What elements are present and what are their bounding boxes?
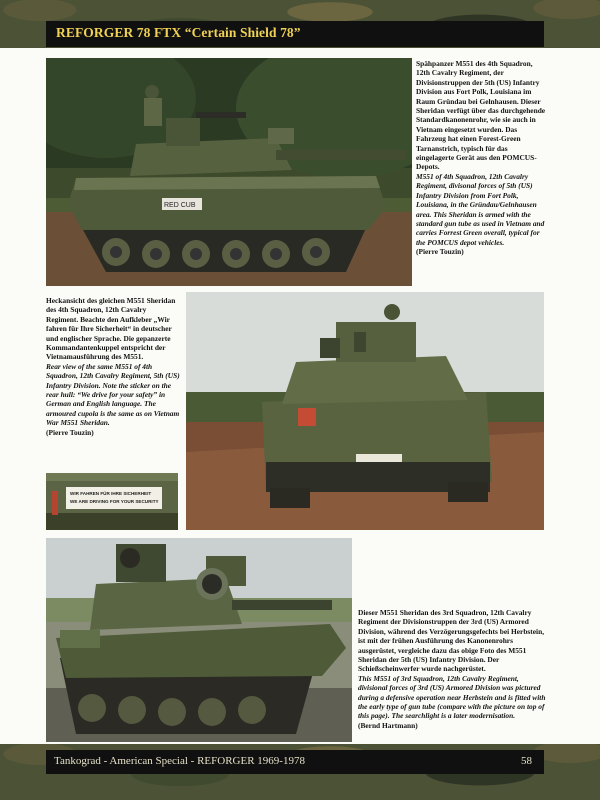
sticker-text-english: WE ARE DRIVING FOR YOUR SECURITY [70,499,159,504]
caption-english: This M551 of 3rd Squadron, 12th Cavalry Regiment, divisional forces of 3rd (US) Armored Division was pictured during a defensive operation near Herbstein and is fitted with the early type of gun tube (compare with the picture on top of this page). The searchlight is a later modernisation. [358,673,546,721]
caption-photo-4 [358,608,546,730]
photo-credit: (Pierre Touzin) [46,427,94,437]
title-bar [46,21,544,47]
photo-sticker-closeup [46,473,178,530]
caption-german: Spähpanzer M551 des 4th Squadron, 12th Cavalry Regiment, der Divisionstruppen der 5th (US) Infantry Division aus Fort Polk, Louisiana im Raum Gründau bei Gelnhausen. Dieser Sheridan verfügt über das durchgehende Standardkanonenrohr, wie sie auch in Vietnam eingesetzt wurden. Das Fahrzeug hat einen Forest-Green Tarnanstrich, typisch für das eingelagerte Gerät aus den POMCUS-Depots. [416,59,546,172]
caption-german: Heckansicht des gleichen M551 Sheridan des 4th Squadron, 12th Cavalry Regiment. Beachte den Aufkleber „Wir fahren für Ihre Sicherheit“ in deutscher und englischer Sprache. Die gepanzerte Kommandantenkuppel entspricht der Vietnamausführung des M551. [46,296,176,362]
page-number: 58 [521,755,532,767]
caption-english: M551 of 4th Squadron, 12th Cavalry Regiment, divisonal forces of 5th (US) Infantry Division from Fort Polk, Louisiana, in the Gründau/Gelnhausen area. This Sheridan is armed with the standard gun tube as used in Vietnam and carries Forrest Green overall, typical for the POMCUS depot vehicles. [416,171,545,247]
photo-credit: (Bernd Hartmann) [358,720,418,730]
series-title: Tankograd - American Special - REFORGER 1969-1978 [54,755,305,767]
caption-photo-2 [46,296,180,437]
caption-english: Rear view of the same M551 of 4th Squadron, 12th Cavalry Regiment, 5th (US) Infantry Division. Note the sticker on the rear hull: “We drive for your safety” in German and English language. The armoured cupola is the same as on Vietnam War M551 Sheridan. [46,361,180,428]
photo-m551-searchlight [46,538,352,742]
caption-german: Dieser M551 Sheridan des 3rd Squadron, 12th Cavalry Regiment der Divisionstruppen der 3rd (US) Armored Division, während des Verzögerungsgefechts bei Herbstein, ist mit der frühen Ausführung des Kanonenrohrs ausgerüstet, vergleiche dazu das obige Foto des M551 Sheridan der 5th (US) Infantry Division. Der Schießscheinwerfer wurde nachgerüstet. [358,608,545,674]
sticker-text-german: WIR FAHREN FÜR IHRE SICHERHEIT [70,491,152,496]
caption-photo-1 [416,59,546,257]
photo-m551-side-view [46,58,412,286]
page-title: REFORGER 78 FTX “Certain Shield 78” [56,25,301,40]
photo-m551-rear-view [186,292,544,530]
footer-bar [46,750,544,774]
photo-credit: (Pierre Touzin) [416,247,464,257]
hull-marking-text: RED CUB [164,202,196,209]
